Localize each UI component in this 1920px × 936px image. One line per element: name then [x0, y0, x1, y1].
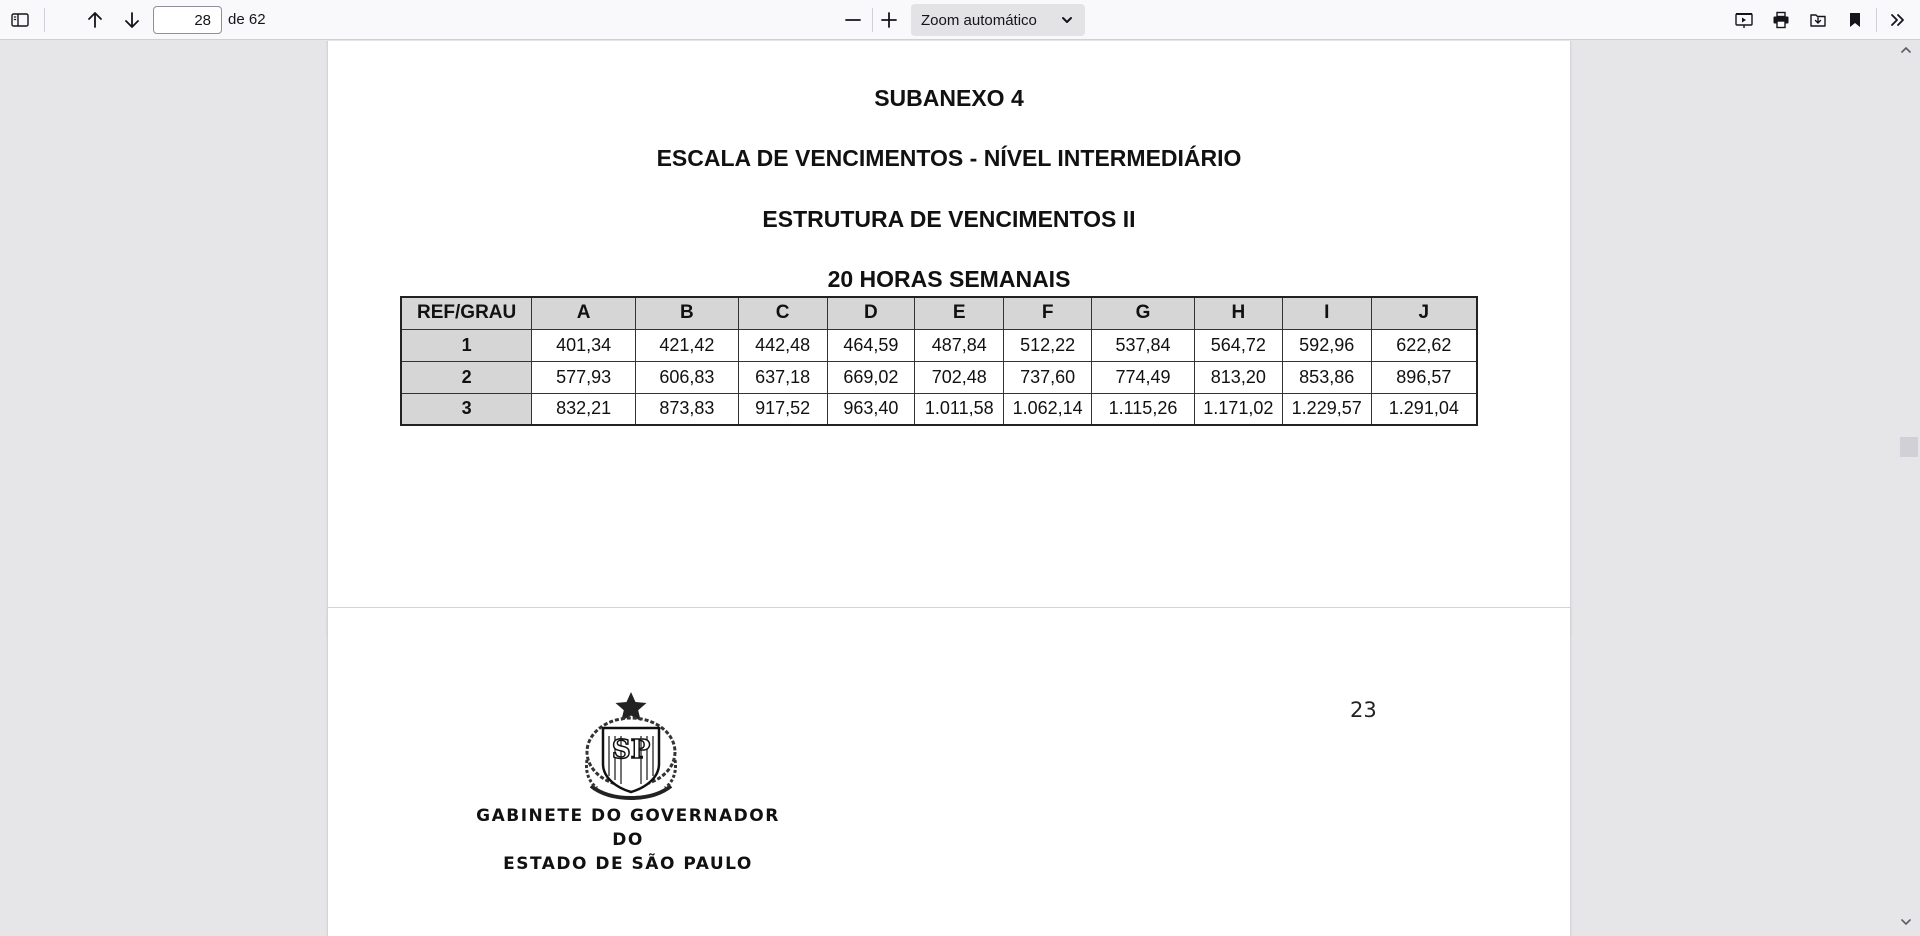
table-cell: 917,52: [738, 393, 827, 425]
scale-title: ESCALA DE VENCIMENTOS - NÍVEL INTERMEDIÁRIO: [656, 145, 1242, 171]
chevron-down-icon: [1059, 12, 1075, 28]
presentation-mode-button[interactable]: [1730, 6, 1758, 34]
hours-title: 20 HORAS SEMANAIS: [827, 266, 1071, 292]
column-header: D: [827, 297, 915, 329]
row-reference: 1: [401, 329, 532, 361]
bookmark-icon: [1845, 10, 1865, 30]
zoom-in-button[interactable]: [875, 6, 903, 34]
table-cell: 564,72: [1194, 329, 1282, 361]
column-header: I: [1282, 297, 1371, 329]
pdf-toolbar: [0, 0, 1920, 40]
column-header: C: [738, 297, 827, 329]
table-cell: 853,86: [1282, 361, 1371, 393]
minus-icon: [843, 10, 863, 30]
table-cell: 512,22: [1004, 329, 1092, 361]
salary-table: [400, 296, 1478, 426]
zoom-select[interactable]: [911, 4, 1085, 36]
table-cell: 487,84: [915, 329, 1004, 361]
table-cell: 813,20: [1194, 361, 1282, 393]
toolbar-separator: [1876, 8, 1877, 32]
table-cell: 622,62: [1371, 329, 1477, 361]
table-cell: 963,40: [827, 393, 915, 425]
double-chevron-icon: [1888, 10, 1908, 30]
arrow-up-icon: [85, 10, 105, 30]
structure-title: ESTRUTURA DE VENCIMENTOS II: [762, 206, 1136, 232]
toolbar-separator: [872, 8, 873, 32]
document-viewer[interactable]: [0, 41, 1920, 936]
table-cell: 896,57: [1371, 361, 1477, 393]
table-cell: 669,02: [827, 361, 915, 393]
table-cell: 577,93: [532, 361, 636, 393]
pdf-page: [328, 41, 1570, 635]
table-cell: 873,83: [636, 393, 739, 425]
government-office-line: DO: [612, 830, 644, 850]
crest-letters: SP: [611, 735, 651, 765]
save-button[interactable]: [1804, 6, 1832, 34]
table-cell: 832,21: [532, 393, 636, 425]
column-header: E: [915, 297, 1004, 329]
government-office-line: GABINETE DO GOVERNADOR: [476, 806, 780, 826]
table-cell: 421,42: [636, 329, 739, 361]
government-office-line: ESTADO DE SÃO PAULO: [503, 854, 753, 874]
printed-page-number: 23: [1350, 698, 1377, 722]
print-icon: [1771, 10, 1791, 30]
table-cell: 1.229,57: [1282, 393, 1371, 425]
scroll-up-chevron-icon[interactable]: [1898, 42, 1914, 58]
row-reference: 3: [401, 393, 532, 425]
table-cell: 1.062,14: [1004, 393, 1092, 425]
page-count-label: de 62: [228, 11, 266, 28]
toolbar-separator: [44, 8, 45, 32]
presentation-icon: [1734, 10, 1754, 30]
table-cell: 606,83: [636, 361, 739, 393]
table-cell: 1.115,26: [1092, 393, 1195, 425]
more-tools-button[interactable]: [1884, 6, 1912, 34]
table-cell: 464,59: [827, 329, 915, 361]
print-button[interactable]: [1767, 6, 1795, 34]
sidebar-toggle-button[interactable]: [6, 6, 34, 34]
table-cell: 702,48: [915, 361, 1004, 393]
table-cell: 401,34: [532, 329, 636, 361]
table-cell: 1.171,02: [1194, 393, 1282, 425]
sidebar-icon: [10, 10, 30, 30]
column-header: A: [532, 297, 636, 329]
table-header-row: [401, 297, 1477, 329]
save-icon: [1808, 10, 1828, 30]
table-row: [401, 361, 1477, 393]
plus-icon: [879, 10, 899, 30]
next-page-button[interactable]: [118, 6, 146, 34]
zoom-out-button[interactable]: [839, 6, 867, 34]
page-number-input[interactable]: [153, 6, 222, 34]
column-header: J: [1371, 297, 1477, 329]
arrow-down-icon: [122, 10, 142, 30]
table-cell: 592,96: [1282, 329, 1371, 361]
table-row: [401, 393, 1477, 425]
column-header: G: [1092, 297, 1195, 329]
table-row: [401, 329, 1477, 361]
table-cell: 537,84: [1092, 329, 1195, 361]
previous-page-button[interactable]: [81, 6, 109, 34]
annex-title: SUBANEXO 4: [874, 85, 1024, 111]
table-cell: 442,48: [738, 329, 827, 361]
row-reference: 2: [401, 361, 532, 393]
column-header: H: [1194, 297, 1282, 329]
scrollbar-thumb[interactable]: [1900, 437, 1918, 457]
pdf-page: [328, 608, 1570, 936]
bookmark-button[interactable]: [1841, 6, 1869, 34]
column-header: REF/GRAU: [401, 297, 532, 329]
table-cell: 1.011,58: [915, 393, 1004, 425]
table-cell: 637,18: [738, 361, 827, 393]
table-cell: 737,60: [1004, 361, 1092, 393]
scroll-down-chevron-icon[interactable]: [1898, 914, 1914, 930]
table-cell: 1.291,04: [1371, 393, 1477, 425]
column-header: F: [1004, 297, 1092, 329]
state-crest-icon: [573, 690, 689, 806]
zoom-select-value: Zoom automático: [921, 11, 1037, 29]
table-cell: 774,49: [1092, 361, 1195, 393]
column-header: B: [636, 297, 739, 329]
